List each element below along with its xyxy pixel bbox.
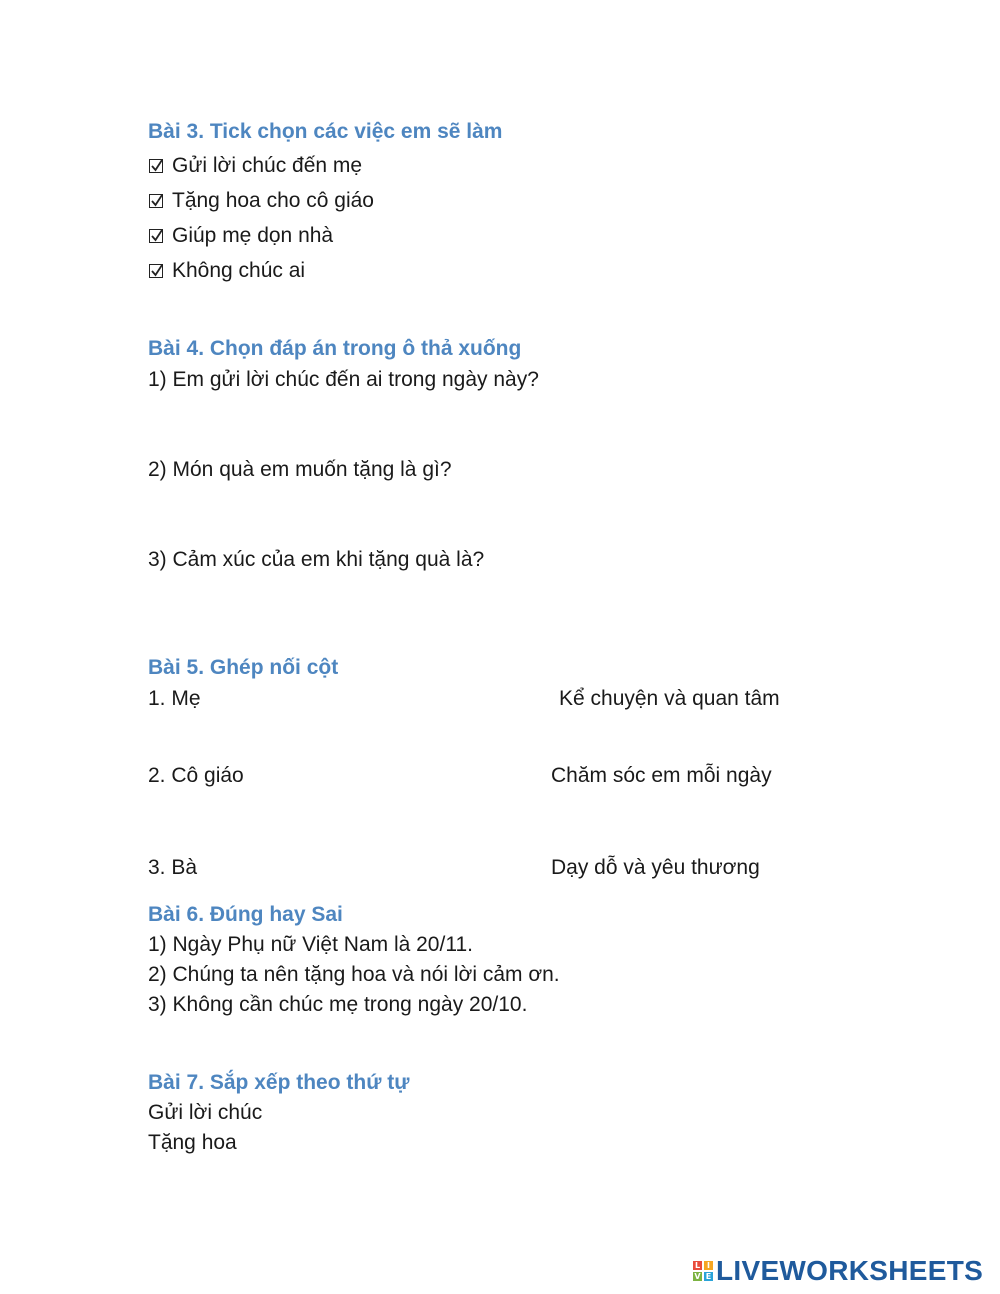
exercise-6-heading: Bài 6. Đúng hay Sai — [148, 903, 343, 926]
logo-mark-letter: E — [705, 1272, 712, 1281]
order-item-2: Tặng hoa — [148, 1131, 237, 1154]
statement-3: 3) Không cần chúc mẹ trong ngày 20/10. — [148, 993, 528, 1016]
logo-mark-letter: L — [694, 1261, 701, 1270]
match-right-item-3: Dạy dỗ và yêu thương — [551, 856, 760, 879]
checkbox-item-1[interactable] — [149, 155, 362, 176]
question-3: 3) Cảm xúc của em khi tặng quà là? — [148, 548, 485, 571]
match-right-item-1: Kể chuyện và quan tâm — [559, 687, 780, 710]
checkbox-label: Không chúc ai — [172, 259, 306, 282]
match-left-item-2: 2. Cô giáo — [148, 764, 244, 787]
exercise-3-heading: Bài 3. Tick chọn các việc em sẽ làm — [148, 120, 503, 143]
match-right-item-2: Chăm sóc em mỗi ngày — [551, 764, 772, 787]
logo-mark-letter: I — [704, 1261, 713, 1270]
checkbox-checked-icon[interactable] — [149, 159, 163, 173]
checkbox-checked-icon[interactable] — [149, 229, 163, 243]
question-1: 1) Em gửi lời chúc đến ai trong ngày này? — [148, 368, 539, 391]
match-left-item-3: 3. Bà — [148, 856, 198, 879]
checkbox-item-4[interactable] — [149, 260, 305, 281]
checkbox-label: Giúp mẹ dọn nhà — [172, 224, 334, 247]
liveworksheets-logo — [693, 1255, 983, 1287]
question-2: 2) Món quà em muốn tặng là gì? — [148, 458, 452, 481]
checkbox-item-2[interactable] — [149, 190, 374, 211]
order-item-1: Gửi lời chúc — [148, 1101, 263, 1124]
exercise-4-heading: Bài 4. Chọn đáp án trong ô thả xuống — [148, 337, 522, 360]
checkbox-item-3[interactable] — [149, 225, 333, 246]
exercise-7-heading: Bài 7. Sắp xếp theo thứ tự — [148, 1071, 410, 1094]
exercise-5-heading: Bài 5. Ghép nối cột — [148, 656, 339, 679]
logo-mark-icon — [693, 1261, 713, 1281]
checkbox-label: Gửi lời chúc đến mẹ — [172, 154, 363, 177]
logo-mark-letter: V — [694, 1272, 701, 1281]
logo-text: LIVEWORKSHEETS — [716, 1255, 984, 1286]
statement-2: 2) Chúng ta nên tặng hoa và nói lời cảm ơn. — [148, 963, 560, 986]
statement-1: 1) Ngày Phụ nữ Việt Nam là 20/11. — [148, 933, 473, 956]
checkbox-checked-icon[interactable] — [149, 194, 163, 208]
match-left-item-1: 1. Mẹ — [148, 687, 201, 710]
checkbox-checked-icon[interactable] — [149, 264, 163, 278]
checkbox-label: Tặng hoa cho cô giáo — [172, 189, 374, 212]
